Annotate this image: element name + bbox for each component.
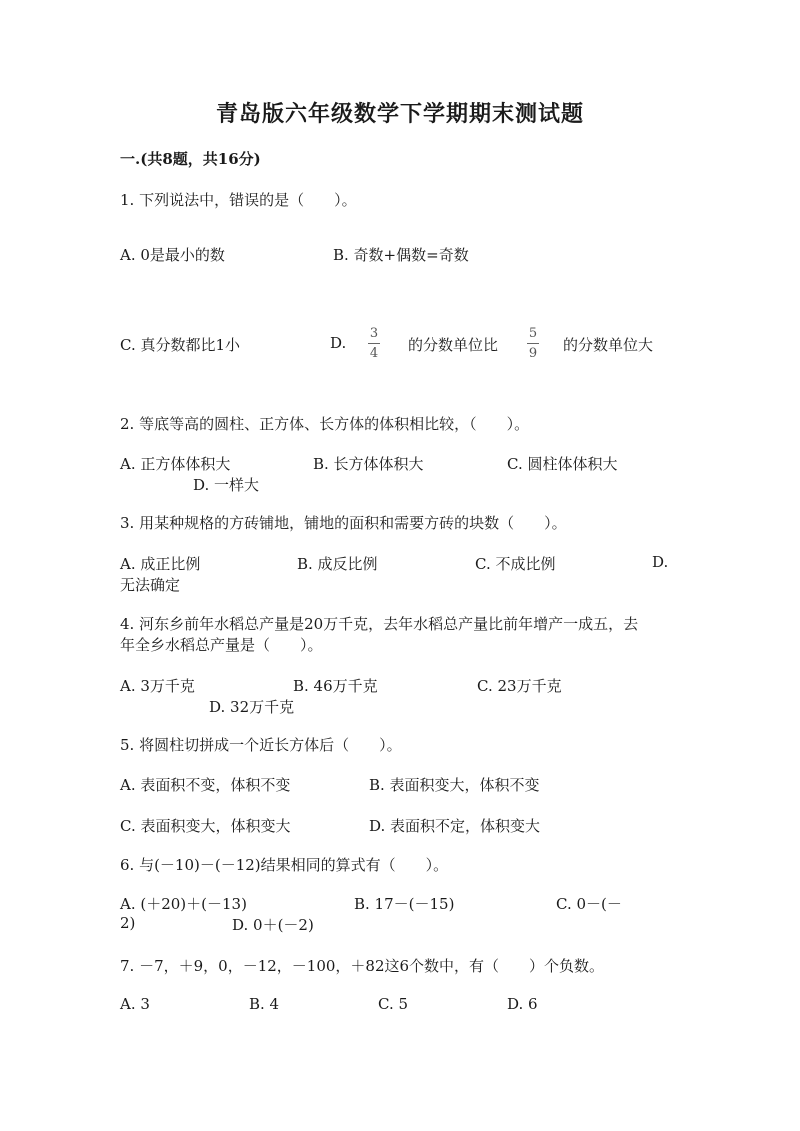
question-2-option-b: B. 长方体体积大 xyxy=(313,455,424,473)
question-3-option-d-text: 无法确定 xyxy=(120,576,181,594)
question-4-option-c: C. 23万千克 xyxy=(477,677,562,695)
question-1-option-d-suffix: 的分数单位大 xyxy=(563,336,654,354)
question-5-option-b: B. 表面积变大，体积不变 xyxy=(369,776,540,794)
question-2-stem: 2. 等底等高的圆柱、正方体、长方体的体积相比较，（ ）。 xyxy=(120,415,530,433)
question-5-option-c: C. 表面积变大，体积变大 xyxy=(120,817,291,835)
page-title: 青岛版六年级数学下学期期末测试题 xyxy=(215,101,584,127)
fraction-denominator: 4 xyxy=(369,346,379,361)
question-2-option-c: C. 圆柱体体积大 xyxy=(507,455,618,473)
fraction-bar xyxy=(368,343,380,344)
question-5-option-d: D. 表面积不定，体积变大 xyxy=(369,817,541,835)
fraction-five-ninths xyxy=(527,326,539,361)
question-2-option-d: D. 一样大 xyxy=(193,476,260,494)
question-5-stem: 5. 将圆柱切拼成一个近长方体后（ ）。 xyxy=(120,736,402,754)
section-heading: 一.(共8题，共16分) xyxy=(120,150,261,168)
question-7-option-a: A. 3 xyxy=(120,995,150,1013)
question-1-option-b: B. 奇数+偶数=奇数 xyxy=(333,246,469,264)
question-6-option-c-line-1: C. 0－(－ xyxy=(556,895,622,913)
question-1-stem: 1. 下列说法中，错误的是（ ）。 xyxy=(120,191,357,209)
question-1-option-d-mid: 的分数单位比 xyxy=(408,336,499,354)
question-6-option-a: A. (＋20)＋(－13) xyxy=(120,895,247,913)
question-3-option-b: B. 成反比例 xyxy=(297,555,378,573)
question-5-option-a: A. 表面积不变，体积不变 xyxy=(120,776,291,794)
fraction-three-quarters xyxy=(368,326,380,361)
question-7-stem: 7. －7，＋9，0，－12，－100，＋82这6个数中，有（ ）个负数。 xyxy=(120,957,605,975)
question-3-option-a: A. 成正比例 xyxy=(120,555,201,573)
question-6-option-b: B. 17－(－15) xyxy=(354,895,455,913)
question-7-option-c: C. 5 xyxy=(378,995,409,1013)
question-6-option-d: D. 0＋(－2) xyxy=(232,916,314,934)
question-4-option-b: B. 46万千克 xyxy=(293,677,378,695)
question-3-option-d-label: D. xyxy=(652,553,669,571)
question-1-option-a: A. 0是最小的数 xyxy=(120,246,225,264)
question-1-option-c: C. 真分数都比1小 xyxy=(120,336,241,354)
question-4-option-d: D. 32万千克 xyxy=(209,698,295,716)
question-4-stem-line-2: 年全乡水稻总产量是（ ）。 xyxy=(120,636,323,654)
fraction-numerator: 5 xyxy=(528,326,538,341)
question-6-stem: 6. 与(－10)－(－12)结果相同的算式有（ ）。 xyxy=(120,856,449,874)
fraction-bar xyxy=(527,343,539,344)
fraction-numerator: 3 xyxy=(369,326,379,341)
question-4-stem-line-1: 4. 河东乡前年水稻总产量是20万千克，去年水稻总产量比前年增产一成五，去 xyxy=(120,615,639,633)
fraction-denominator: 9 xyxy=(528,346,538,361)
question-2-option-a: A. 正方体体积大 xyxy=(120,455,231,473)
question-3-stem: 3. 用某种规格的方砖铺地，铺地的面积和需要方砖的块数（ ）。 xyxy=(120,514,567,532)
question-1-option-d-prefix: D. xyxy=(330,334,347,352)
question-3-option-c: C. 不成比例 xyxy=(475,555,556,573)
question-6-option-c-line-2: 2) xyxy=(120,914,136,932)
question-7-option-d: D. 6 xyxy=(507,995,538,1013)
question-4-option-a: A. 3万千克 xyxy=(120,677,195,695)
question-7-option-b: B. 4 xyxy=(249,995,280,1013)
